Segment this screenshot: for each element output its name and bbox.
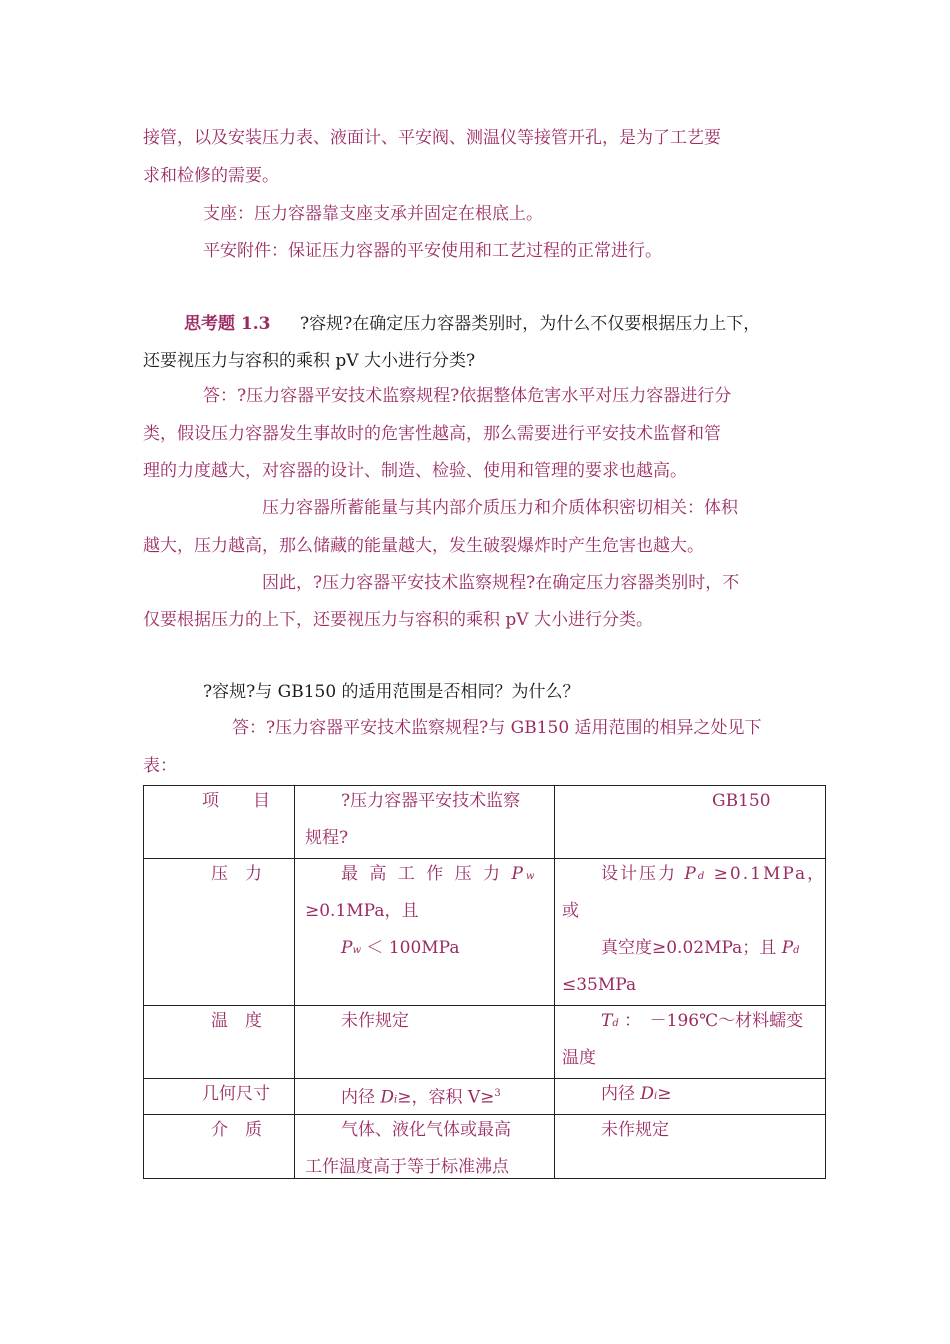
subscript: i xyxy=(654,1091,658,1102)
question-text: ?容规?在确定压力容器类别时，为什么不仅要根据压力上下， xyxy=(300,314,761,334)
question-label: 思考题 1.3 xyxy=(184,314,271,334)
answer-line: 越大，压力越高，那么储藏的能量越大，发生破裂爆炸时产生危害也越大。 xyxy=(143,536,704,556)
cell-text-part: 最 高 工 作 压 力 xyxy=(341,864,504,884)
question-text: ?容规?与 GB150 的适用范围是否相同？为什么？ xyxy=(203,682,580,702)
answer-line: 压力容器所蓄能量与其内部介质压力和介质体积密切相关：体积 xyxy=(262,498,738,518)
table-cell xyxy=(144,859,295,1006)
table-cell xyxy=(555,1115,826,1179)
answer-line: 理的力度越大，对容器的设计、制造、检验、使用和管理的要求也越高。 xyxy=(143,461,687,481)
cell-text-part: ≥，容积 V≥ xyxy=(397,1087,495,1108)
subscript: d xyxy=(612,1018,619,1029)
symbol: D xyxy=(380,1087,395,1108)
table-cell xyxy=(295,859,555,1006)
symbol: P xyxy=(684,864,698,884)
cell-text-part: ≥0.1MPa， xyxy=(713,864,827,884)
table-row xyxy=(144,1006,826,1079)
cell-text: 未作规定 xyxy=(601,1120,669,1140)
table-cell xyxy=(555,1079,826,1115)
table-header-row xyxy=(144,786,826,859)
cell-text xyxy=(341,938,460,961)
symbol: P xyxy=(341,938,353,958)
cell-text xyxy=(341,864,537,887)
cell-text: 或 xyxy=(562,901,579,921)
paragraph-line: 支座：压力容器靠支座支承并固定在根底上。 xyxy=(203,204,543,224)
cell-text xyxy=(601,1011,803,1034)
header-regulation: 规程? xyxy=(305,828,349,848)
row-label: 温 度 xyxy=(211,1011,262,1031)
row-label: 介 质 xyxy=(211,1120,262,1140)
table-cell xyxy=(144,1006,295,1079)
answer-line: 表： xyxy=(143,756,177,776)
table-row xyxy=(144,1079,826,1115)
superscript: 3 xyxy=(494,1088,501,1099)
paragraph-line: 求和检修的需要。 xyxy=(143,166,279,186)
answer-line: 类，假设压力容器发生事故时的危害性越高，那么需要进行平安技术监督和管 xyxy=(143,424,721,444)
cell-text: ≥0.1MPa，且 xyxy=(305,901,419,921)
cell-text-part: ≥ xyxy=(657,1084,672,1104)
cell-text: ≤35MPa xyxy=(562,975,637,995)
subscript: w xyxy=(352,945,362,956)
symbol: D xyxy=(640,1084,655,1104)
paragraph-line: 接管，以及安装压力表、液面计、平安阀、测温仪等接管开孔，是为了工艺要 xyxy=(143,128,721,148)
table-row xyxy=(144,1115,826,1179)
comparison-table xyxy=(143,785,826,1179)
answer-line: 因此，?压力容器平安技术监察规程?在确定压力容器类别时，不 xyxy=(262,573,740,593)
cell-text xyxy=(601,1084,672,1107)
table-cell xyxy=(295,1115,555,1179)
row-label: 几何尺寸 xyxy=(202,1084,270,1104)
table-cell xyxy=(144,1079,295,1115)
paragraph-line: 平安附件：保证压力容器的平安使用和工艺过程的正常进行。 xyxy=(203,241,662,261)
symbol: T xyxy=(601,1011,613,1031)
answer-line: 答：?压力容器平安技术监察规程?依据整体危害水平对压力容器进行分 xyxy=(203,386,732,406)
table-cell xyxy=(555,859,826,1006)
symbol: P xyxy=(781,938,794,958)
answer-line: 仅要根据压力的上下，还要视压力与容积的乘积 pV 大小进行分类。 xyxy=(143,610,653,630)
table-cell xyxy=(295,1006,555,1079)
subscript: w xyxy=(525,871,538,882)
cell-text-part: 内径 xyxy=(601,1084,635,1104)
cell-text: 温度 xyxy=(562,1048,596,1068)
table-cell xyxy=(295,1079,555,1115)
symbol: P xyxy=(511,864,526,884)
cell-text-part: 真空度≥0.02MPa；且 xyxy=(601,938,777,958)
cell-text-part: ＜ 100MPa xyxy=(366,938,460,958)
table-cell xyxy=(144,1115,295,1179)
row-label: 压 力 xyxy=(211,864,262,884)
subscript: d xyxy=(793,945,800,956)
cell-text: 气体、液化气体或最高 xyxy=(341,1120,511,1140)
cell-text xyxy=(601,864,826,887)
question-text: 还要视压力与容积的乘积 pV 大小进行分类? xyxy=(143,351,476,371)
cell-text xyxy=(341,1084,501,1111)
cell-text-part: 内径 xyxy=(341,1087,375,1108)
subscript: i xyxy=(394,1094,398,1106)
cell-text-part: ： －196℃～材料蠕变 xyxy=(624,1011,804,1031)
header-item: 项 目 xyxy=(202,791,270,811)
answer-line: 答：?压力容器平安技术监察规程?与 GB150 适用范围的相异之处见下 xyxy=(232,718,762,738)
table-row xyxy=(144,859,826,1006)
cell-text-part: 设计压力 xyxy=(601,864,677,884)
table-cell xyxy=(295,786,555,859)
table-cell xyxy=(555,1006,826,1079)
cell-text: 工作温度高于等于标准沸点 xyxy=(305,1157,509,1177)
header-gb150: GB150 xyxy=(712,791,771,811)
header-regulation: ?压力容器平安技术监察 xyxy=(341,791,521,811)
cell-text xyxy=(601,938,800,961)
cell-text: 未作规定 xyxy=(341,1011,409,1031)
table-cell xyxy=(555,786,826,859)
table-cell xyxy=(144,786,295,859)
subscript: d xyxy=(697,871,707,882)
